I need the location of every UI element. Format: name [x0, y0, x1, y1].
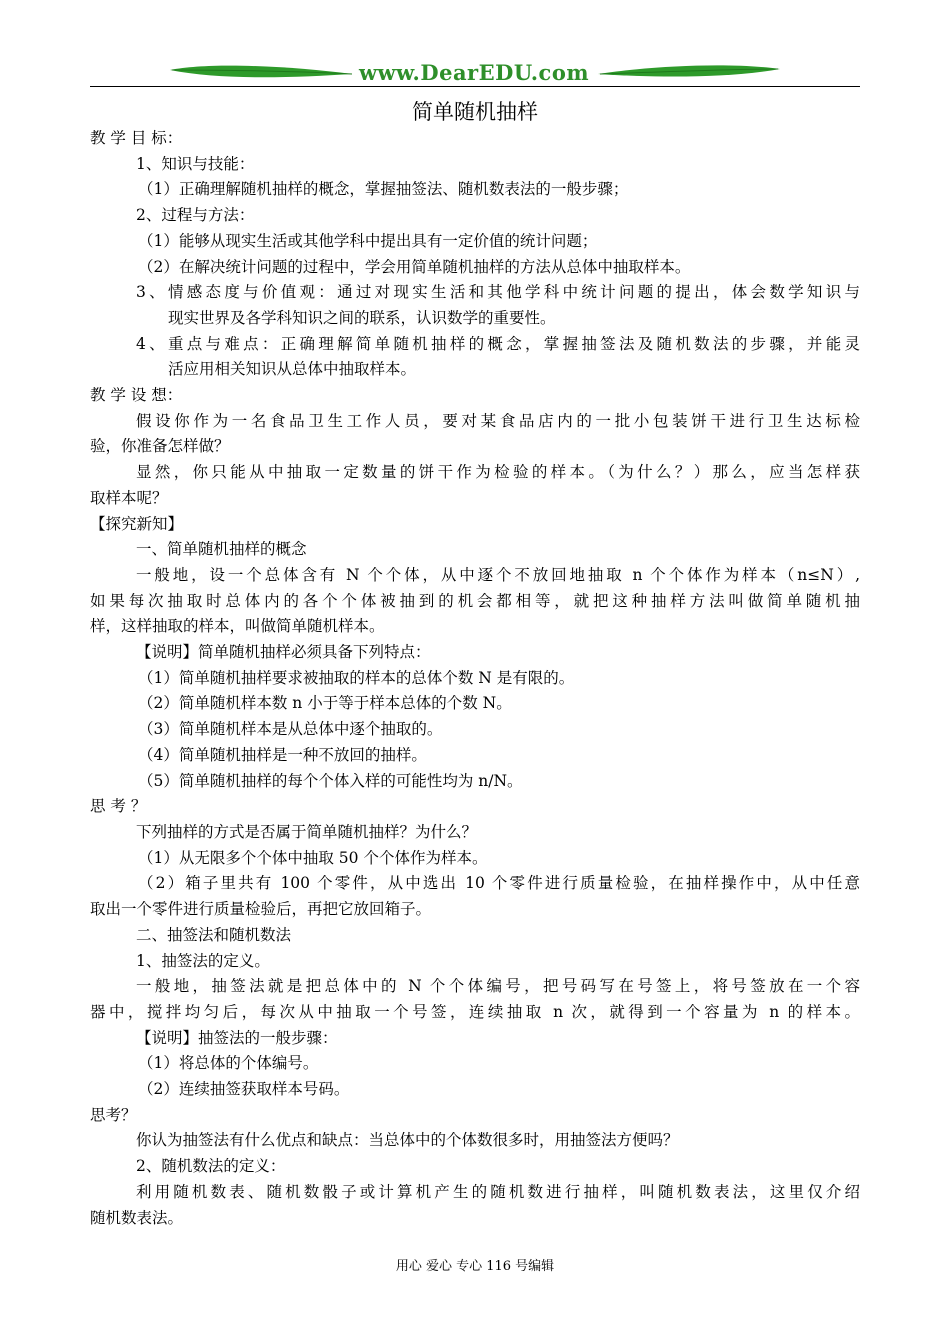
text-line: 取样本呢？	[90, 488, 168, 507]
page-footer: 用心 爱心 专心 116 号编辑	[395, 1259, 555, 1274]
text-line: 1、知识与技能：	[136, 154, 255, 173]
text-line: （4）简单随机抽样是一种不放回的抽样。	[138, 745, 427, 764]
text-line: 【探究新知】	[90, 514, 184, 533]
text-line: 思 考 ？	[90, 797, 147, 816]
text-line: （1）简单随机抽样要求被抽取的样本的总体个数 N 是有限的。	[138, 668, 575, 687]
text-line: 假设你作为一名食品卫生工作人员，要对某食品店内的一批小包装饼干进行卫生达标检	[136, 411, 860, 430]
text-line: （2）箱子里共有 100 个零件，从中选出 10 个零件进行质量检验，在抽样操作中，从中任意	[138, 874, 860, 893]
text-line: 验，你准备怎样做？	[90, 437, 230, 456]
text-line: 样，这样抽取的样本，叫做简单随机样本。	[90, 617, 385, 636]
header-rule	[90, 86, 860, 87]
text-line: （1）从无限多个个体中抽取 50 个个体作为样本。	[138, 848, 488, 867]
text-line: 如果每次抽取时总体内的各个个体被抽到的机会都相等，就把这种抽样方法叫做简单随机抽	[90, 591, 860, 610]
text-line: 4、重点与难点：正确理解简单随机抽样的概念，掌握抽签法及随机数法的步骤，并能灵	[136, 334, 860, 353]
text-line: 显然，你只能从中抽取一定数量的饼干作为检验的样本。（为什么？）那么，应当怎样获	[136, 463, 860, 482]
document-body	[90, 126, 860, 1231]
text-line: 一般地，设一个总体含有 N 个个体，从中逐个不放回地抽取 n 个个体作为样本（n≤N）,	[136, 565, 860, 584]
text-line: 下列抽样的方式是否属于简单随机抽样？为什么？	[136, 822, 478, 841]
text-line: 【说明】抽签法的一般步骤：	[136, 1028, 338, 1047]
text-line: （2）简单随机样本数 n 小于等于样本总体的个数 N。	[138, 694, 512, 713]
text-line: 一、简单随机抽样的概念	[136, 540, 307, 559]
text-line: 【说明】简单随机抽样必须具备下列特点：	[136, 643, 431, 662]
text-line: 2、过程与方法：	[136, 206, 255, 225]
text-line: 随机数表法。	[90, 1208, 184, 1227]
text-line: （5）简单随机抽样的每个个体入样的可能性均为 n/N。	[138, 771, 523, 790]
text-line: 取出一个零件进行质量检验后，再把它放回箱子。	[90, 900, 432, 919]
text-line: 思考？	[90, 1105, 137, 1124]
text-line: （3）简单随机样本是从总体中逐个抽取的。	[138, 720, 443, 739]
page-header	[90, 58, 860, 92]
text-line: 教 学 设 想：	[90, 386, 183, 405]
text-line: 1、抽签法的定义。	[136, 951, 270, 970]
text-line: 2、随机数法的定义：	[136, 1157, 286, 1176]
text-line: 活应用相关知识从总体中抽取样本。	[168, 360, 417, 379]
text-line: 你认为抽签法有什么优点和缺点：当总体中的个体数很多时，用抽签法方便吗？	[136, 1131, 679, 1150]
document-title: 简单随机抽样	[412, 100, 538, 124]
site-logo: www.DearEDU.com	[358, 60, 590, 85]
text-line: 教 学 目 标：	[90, 129, 183, 147]
text-line: （1）正确理解随机抽样的概念，掌握抽签法、随机数表法的一般步骤；	[138, 180, 629, 199]
text-line: 一般地，抽签法就是把总体中的 N 个个体编号，把号码写在号签上，将号签放在一个容	[136, 977, 860, 996]
text-line: （1）能够从现实生活或其他学科中提出具有一定价值的统计问题；	[138, 231, 598, 250]
text-line: 3、情感态度与价值观：通过对现实生活和其他学科中统计问题的提出，体会数学知识与	[136, 283, 860, 302]
text-line: （1）将总体的个体编号。	[138, 1054, 319, 1073]
text-line: 器中，搅拌均匀后，每次从中抽取一个号签，连续抽取 n 次，就得到一个容量为 n 的样本。	[90, 1002, 860, 1021]
text-line: （2）连续抽签获取样本号码。	[138, 1080, 350, 1099]
text-line: 现实世界及各学科知识之间的联系，认识数学的重要性。	[168, 308, 556, 327]
text-line: 二、抽签法和随机数法	[136, 925, 292, 944]
text-line: 利用随机数表、随机数骰子或计算机产生的随机数进行抽样，叫随机数表法，这里仅介绍	[136, 1182, 860, 1201]
text-line: （2）在解决统计问题的过程中，学会用简单随机抽样的方法从总体中抽取样本。	[138, 257, 691, 276]
